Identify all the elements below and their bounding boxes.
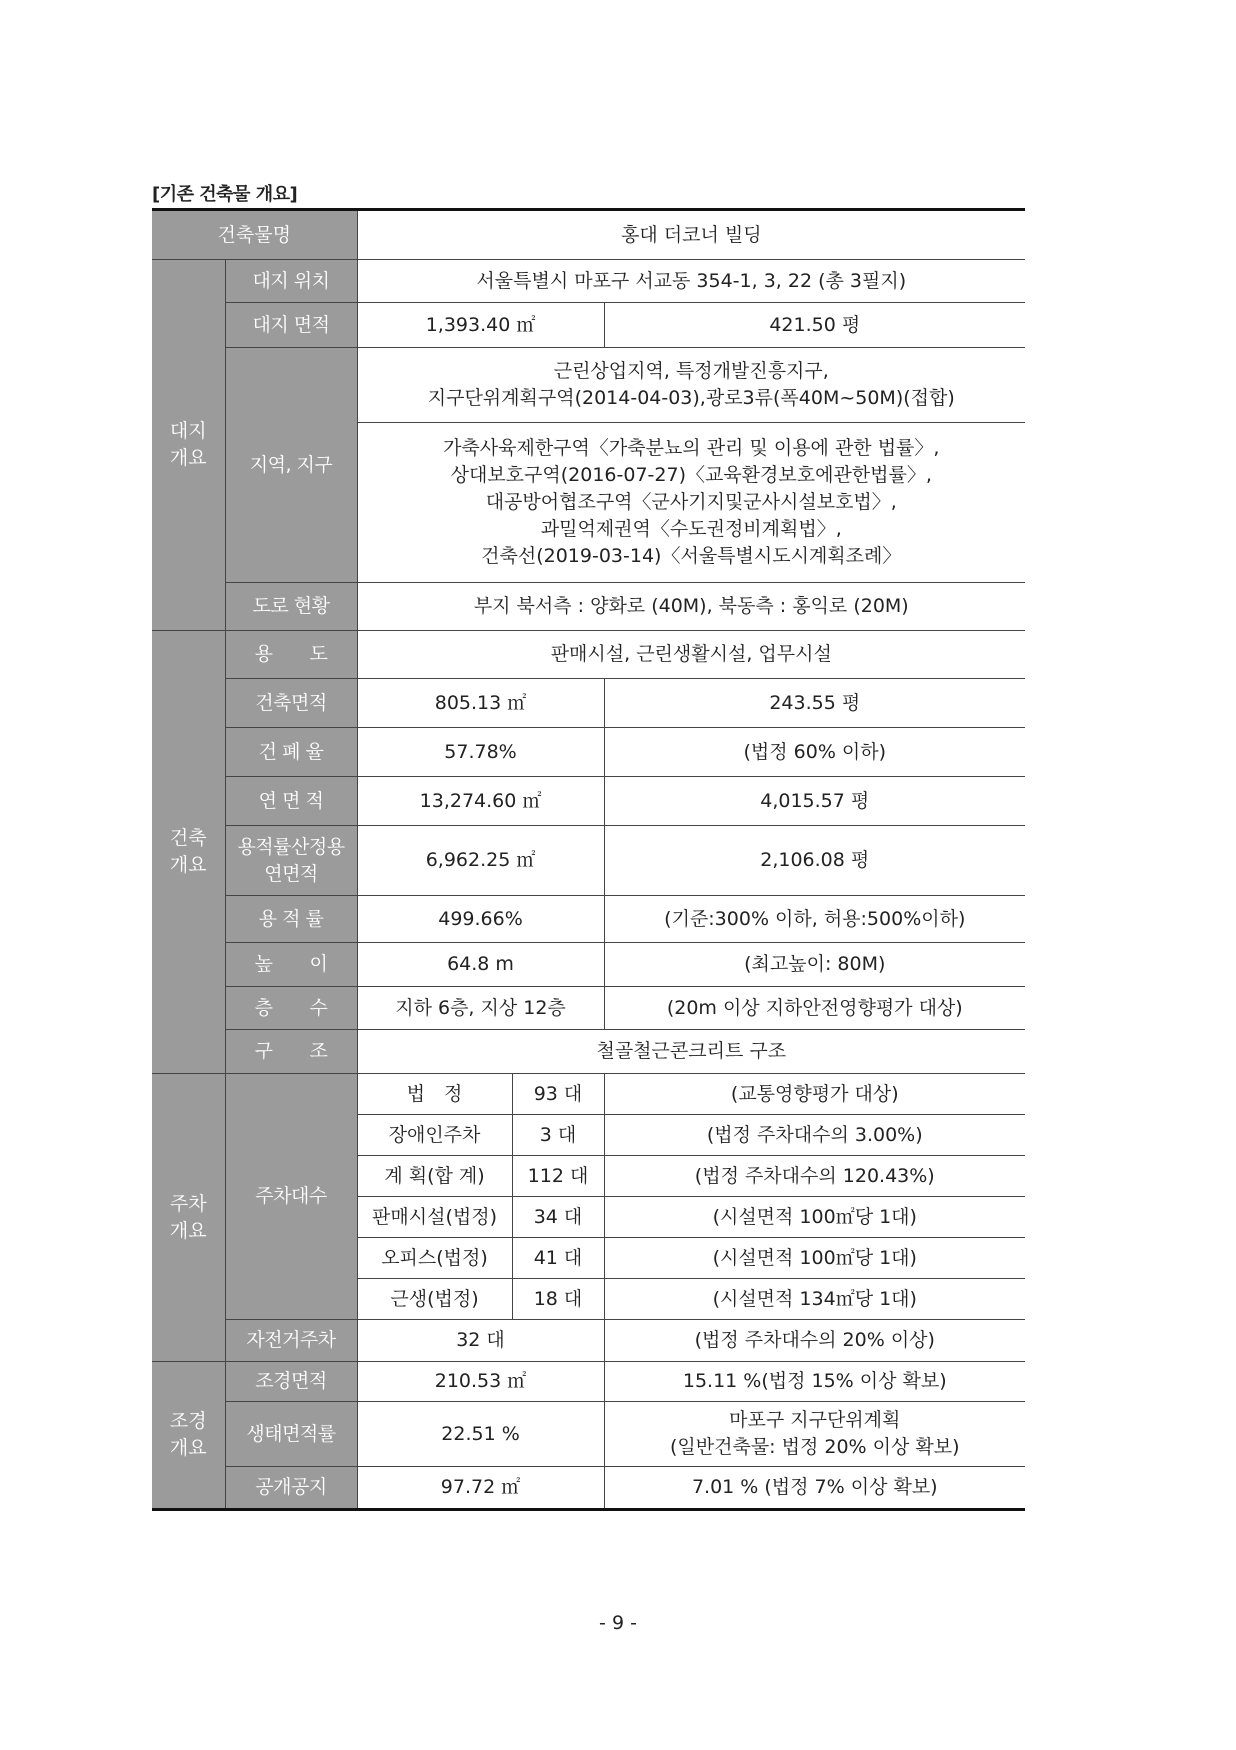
structure-label: 구 조 — [225, 1030, 357, 1074]
site-area-pyeong: 421.50 평 — [604, 303, 1025, 348]
building-overview-table — [152, 208, 1025, 1511]
open-space-note: 7.01 % (법정 7% 이상 확보) — [604, 1467, 1025, 1510]
parking-row-note: (시설면적 100㎡당 1대) — [604, 1197, 1025, 1238]
parking-row-count: 3 대 — [512, 1115, 604, 1156]
bicycle-label: 자전거주차 — [225, 1320, 357, 1362]
row-road — [152, 583, 1025, 631]
floors-value: 지하 6층, 지상 12층 — [357, 987, 604, 1030]
total-floor-pyeong: 4,015.57 평 — [604, 777, 1025, 826]
parking-row-count: 34 대 — [512, 1197, 604, 1238]
structure-value: 철골철근콘크리트 구조 — [357, 1030, 1025, 1074]
row-floors — [152, 987, 1025, 1030]
eco-ratio-value: 22.51 % — [357, 1402, 604, 1467]
row-far — [152, 896, 1025, 943]
row-total-floor — [152, 777, 1025, 826]
parking-row-name: 오피스(법정) — [357, 1238, 512, 1279]
page-number: - 9 - — [599, 1612, 637, 1634]
total-floor-label: 연 면 적 — [225, 777, 357, 826]
zone-line: 과밀억제권역〈수도권정비계획법〉, — [540, 518, 842, 540]
far-floor-label-line1: 용적률산정용 — [237, 835, 345, 858]
parking-section-line2: 개요 — [169, 1219, 207, 1242]
coverage-value: 57.78% — [357, 728, 604, 777]
row-building-area — [152, 679, 1025, 728]
building-name-label: 건축물명 — [152, 210, 357, 260]
far-floor-pyeong: 2,106.08 평 — [604, 826, 1025, 896]
parking-count-label: 주차대수 — [225, 1074, 357, 1320]
far-note: (기준:300% 이하, 허용:500%이하) — [604, 896, 1025, 943]
building-section-label — [152, 631, 225, 1074]
row-site-location — [152, 260, 1025, 303]
open-space-label: 공개공지 — [225, 1467, 357, 1510]
zone-line: 지구단위계획구역(2014-04-03),광로3류(폭40M~50M)(접합) — [427, 387, 955, 409]
zone-value-1 — [357, 348, 1025, 423]
site-area-m2: 1,393.40 ㎡ — [357, 303, 604, 348]
coverage-label: 건 폐 율 — [225, 728, 357, 777]
site-section-label — [152, 260, 225, 631]
row-building-name — [152, 210, 1025, 260]
far-floor-label — [225, 826, 357, 896]
zone-line: 대공방어협조구역〈군사기지및군사시설보호법〉, — [485, 491, 897, 513]
parking-section-label — [152, 1074, 225, 1362]
site-location-value: 서울특별시 마포구 서교동 354-1, 3, 22 (총 3필지) — [357, 260, 1025, 303]
row-structure — [152, 1030, 1025, 1074]
zone-label: 지역, 지구 — [225, 348, 357, 583]
height-note: (최고높이: 80M) — [604, 943, 1025, 987]
row-coverage — [152, 728, 1025, 777]
eco-ratio-note-line2: (일반건축물: 법정 20% 이상 확보) — [670, 1436, 960, 1458]
landscape-section-line1: 조경 — [169, 1410, 207, 1432]
landscape-area-note: 15.11 %(법정 15% 이상 확보) — [604, 1362, 1025, 1402]
parking-row-note: (교통영향평가 대상) — [604, 1074, 1025, 1115]
zone-value-2 — [357, 423, 1025, 583]
zone-line: 근린상업지역, 특정개발진흥지구, — [553, 360, 829, 382]
site-section-line1: 대지 — [169, 420, 207, 442]
use-label: 용 도 — [225, 631, 357, 679]
eco-ratio-label: 생태면적률 — [225, 1402, 357, 1467]
landscape-section-line2: 개요 — [169, 1437, 207, 1459]
eco-ratio-note-line1: 마포구 지구단위계획 — [729, 1409, 901, 1431]
parking-row-count: 93 대 — [512, 1074, 604, 1115]
open-space-value: 97.72 ㎡ — [357, 1467, 604, 1510]
parking-row — [152, 1074, 1025, 1115]
parking-row-name: 법 정 — [357, 1074, 512, 1115]
landscape-area-label: 조경면적 — [225, 1362, 357, 1402]
section-title: [기존 건축물 개요] — [152, 184, 298, 205]
landscape-section-label — [152, 1362, 225, 1510]
zone-line: 상대보호구역(2016-07-27)〈교육환경보호에관한법률〉, — [450, 464, 932, 486]
parking-row-name: 계 획(합 계) — [357, 1156, 512, 1197]
bicycle-note: (법정 주차대수의 20% 이상) — [604, 1320, 1025, 1362]
parking-row-note: (법정 주차대수의 120.43%) — [604, 1156, 1025, 1197]
building-section-line1: 건축 — [169, 827, 207, 849]
landscape-area-value: 210.53 ㎡ — [357, 1362, 604, 1402]
parking-row-name: 장애인주차 — [357, 1115, 512, 1156]
row-far-floor — [152, 826, 1025, 896]
height-value: 64.8 m — [357, 943, 604, 987]
parking-row-name: 근생(법정) — [357, 1279, 512, 1320]
building-area-pyeong: 243.55 평 — [604, 679, 1025, 728]
row-use — [152, 631, 1025, 679]
far-value: 499.66% — [357, 896, 604, 943]
parking-row-note: (시설면적 100㎡당 1대) — [604, 1238, 1025, 1279]
parking-row-count: 112 대 — [512, 1156, 604, 1197]
building-section-line2: 개요 — [169, 854, 207, 876]
parking-row-note: (법정 주차대수의 3.00%) — [604, 1115, 1025, 1156]
row-site-area — [152, 303, 1025, 348]
floors-label: 층 수 — [225, 987, 357, 1030]
road-label: 도로 현황 — [225, 583, 357, 631]
floors-note: (20m 이상 지하안전영향평가 대상) — [604, 987, 1025, 1030]
parking-row-count: 41 대 — [512, 1238, 604, 1279]
use-value: 판매시설, 근린생활시설, 업무시설 — [357, 631, 1025, 679]
far-label: 용 적 률 — [225, 896, 357, 943]
building-area-m2: 805.13 ㎡ — [357, 679, 604, 728]
parking-row-note: (시설면적 134㎡당 1대) — [604, 1279, 1025, 1320]
parking-row-name: 판매시설(법정) — [357, 1197, 512, 1238]
eco-ratio-note — [604, 1402, 1025, 1467]
row-zone-1 — [152, 348, 1025, 423]
far-floor-label-line2: 연면적 — [264, 862, 318, 885]
site-area-label: 대지 면적 — [225, 303, 357, 348]
zone-line: 가축사육제한구역〈가축분뇨의 관리 및 이용에 관한 법률〉, — [443, 437, 940, 459]
row-landscape-area — [152, 1362, 1025, 1402]
building-name-value: 홍대 더코너 빌딩 — [357, 210, 1025, 260]
coverage-note: (법정 60% 이하) — [604, 728, 1025, 777]
parking-row-count: 18 대 — [512, 1279, 604, 1320]
row-open-space — [152, 1467, 1025, 1510]
height-label: 높 이 — [225, 943, 357, 987]
site-section-line2: 개요 — [169, 447, 207, 469]
far-floor-m2: 6,962.25 ㎡ — [357, 826, 604, 896]
row-height — [152, 943, 1025, 987]
total-floor-m2: 13,274.60 ㎡ — [357, 777, 604, 826]
bicycle-value: 32 대 — [357, 1320, 604, 1362]
row-eco-ratio — [152, 1402, 1025, 1467]
row-bicycle — [152, 1320, 1025, 1362]
zone-line: 건축선(2019-03-14)〈서울특별시도시계획조례〉 — [481, 545, 902, 567]
site-location-label: 대지 위치 — [225, 260, 357, 303]
road-value: 부지 북서측 : 양화로 (40M), 북동측 : 홍익로 (20M) — [357, 583, 1025, 631]
building-area-label: 건축면적 — [225, 679, 357, 728]
parking-section-line1: 주차 — [169, 1192, 207, 1215]
